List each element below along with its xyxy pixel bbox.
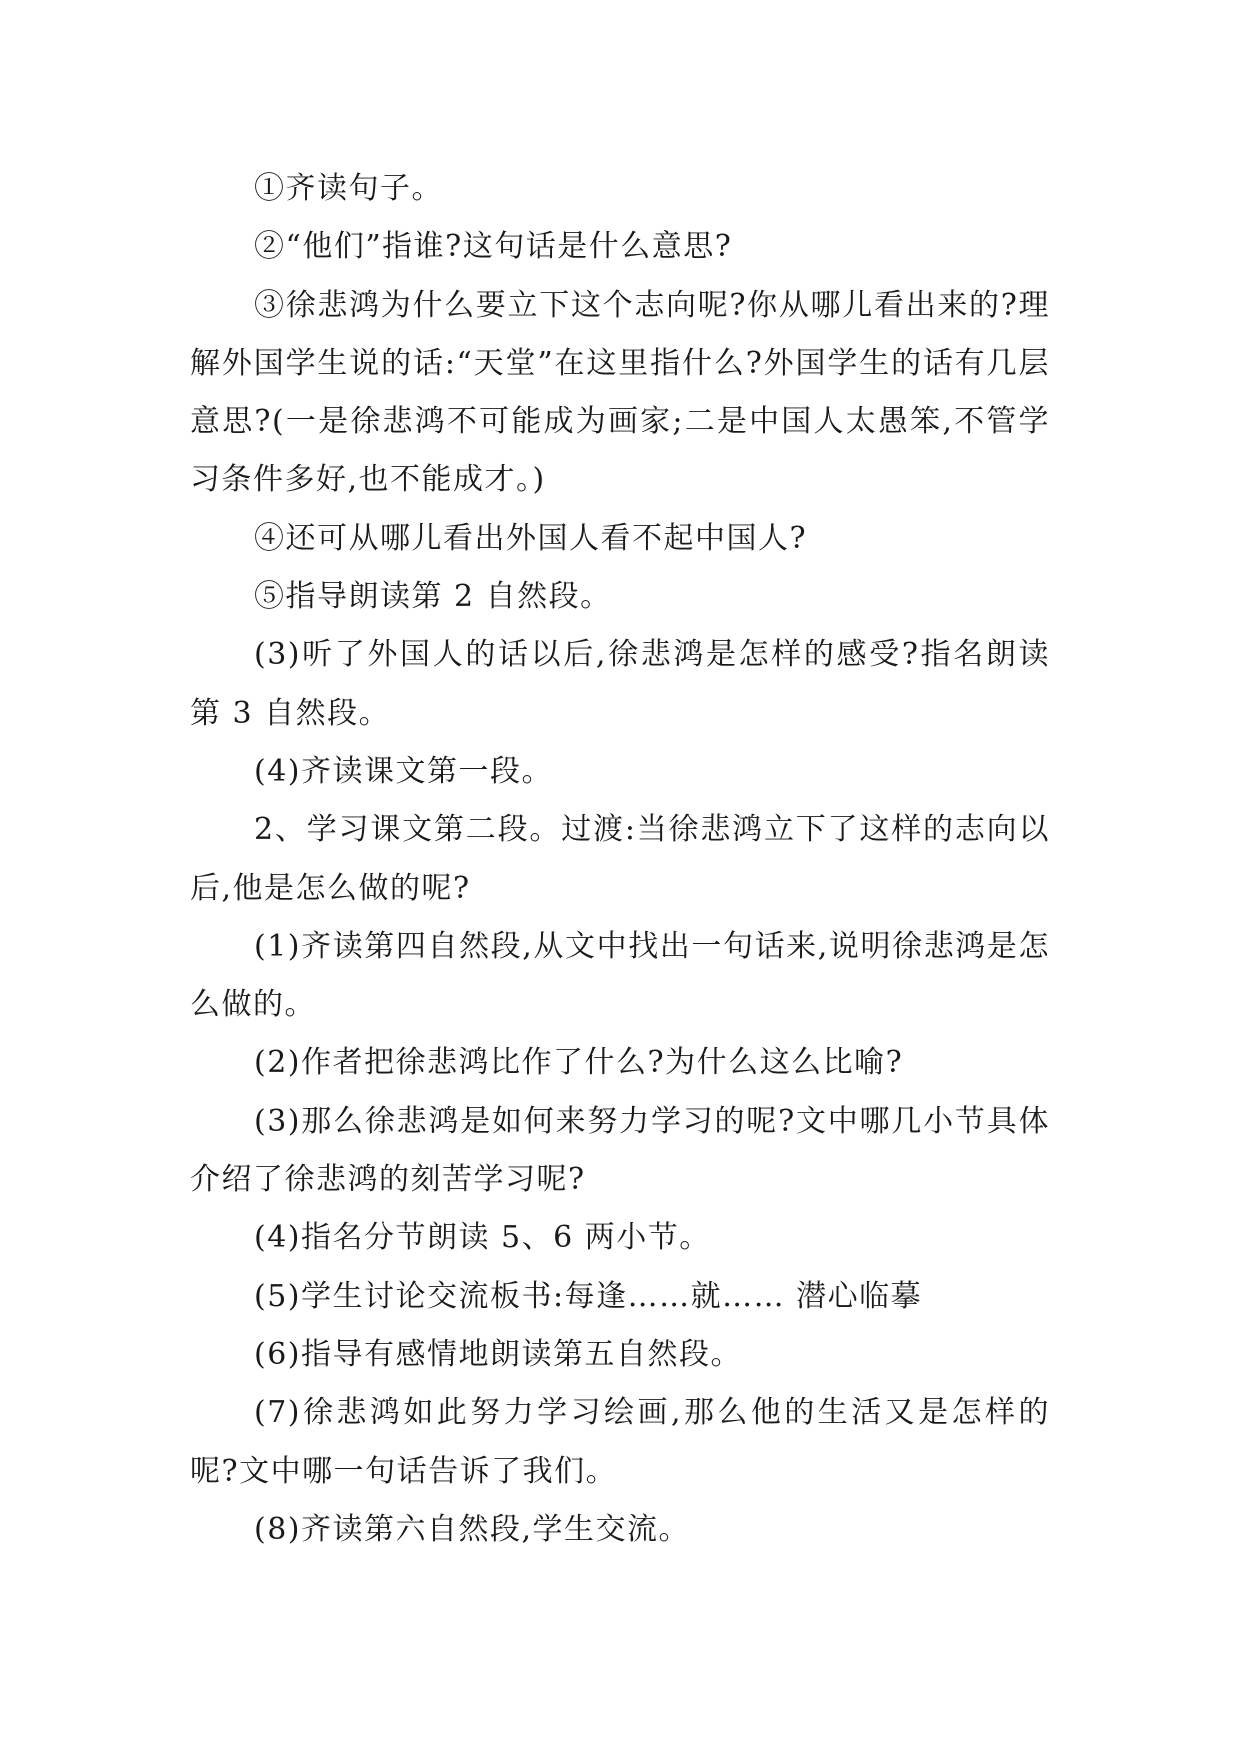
paragraph: (5)学生讨论交流板书:每逢……就…… 潜心临摹	[254, 1278, 923, 1314]
paragraph: ②“他们”指谁?这句话是什么意思?	[254, 229, 733, 265]
paragraph: (3)听了外国人的话以后,徐悲鸿是怎样的感受?指名朗读第 3 自然段。	[190, 637, 1050, 731]
paragraph: (2)作者把徐悲鸿比作了什么?为什么这么比喻?	[254, 1045, 904, 1081]
paragraph: (3)那么徐悲鸿是如何来努力学习的呢?文中哪几小节具体介绍了徐悲鸿的刻苦学习呢?	[190, 1103, 1050, 1198]
paragraph: ③徐悲鸿为什么要立下这个志向呢?你从哪儿看出来的?理解外国学生说的话:“天堂”在这里指什么?外国学生的话有几层意思?(一是徐悲鸿不可能成为画家;二是中国人太愚笨,不管学习条件多好,也不能成才。)	[190, 287, 1050, 498]
paragraph: (8)齐读第六自然段,学生交流。	[254, 1511, 691, 1547]
document-body	[190, 160, 1050, 1559]
paragraph: ①齐读句子。	[254, 171, 443, 206]
paragraph: (4)指名分节朗读 5、6 两小节。	[254, 1220, 711, 1256]
paragraph: ⑤指导朗读第 2 自然段。	[254, 579, 612, 615]
paragraph: (6)指导有感情地朗读第五自然段。	[254, 1336, 742, 1372]
paragraph: ④还可从哪儿看出外国人看不起中国人?	[254, 520, 808, 556]
paragraph: 2、学习课文第二段。过渡:当徐悲鸿立下了这样的志向以后,他是怎么做的呢?	[190, 812, 1050, 906]
paragraph: (4)齐读课文第一段。	[254, 753, 553, 789]
paragraph: (1)齐读第四自然段,从文中找出一句话来,说明徐悲鸿是怎么做的。	[190, 928, 1050, 1023]
paragraph: (7)徐悲鸿如此努力学习绘画,那么他的生活又是怎样的呢?文中哪一句话告诉了我们。	[190, 1395, 1050, 1489]
